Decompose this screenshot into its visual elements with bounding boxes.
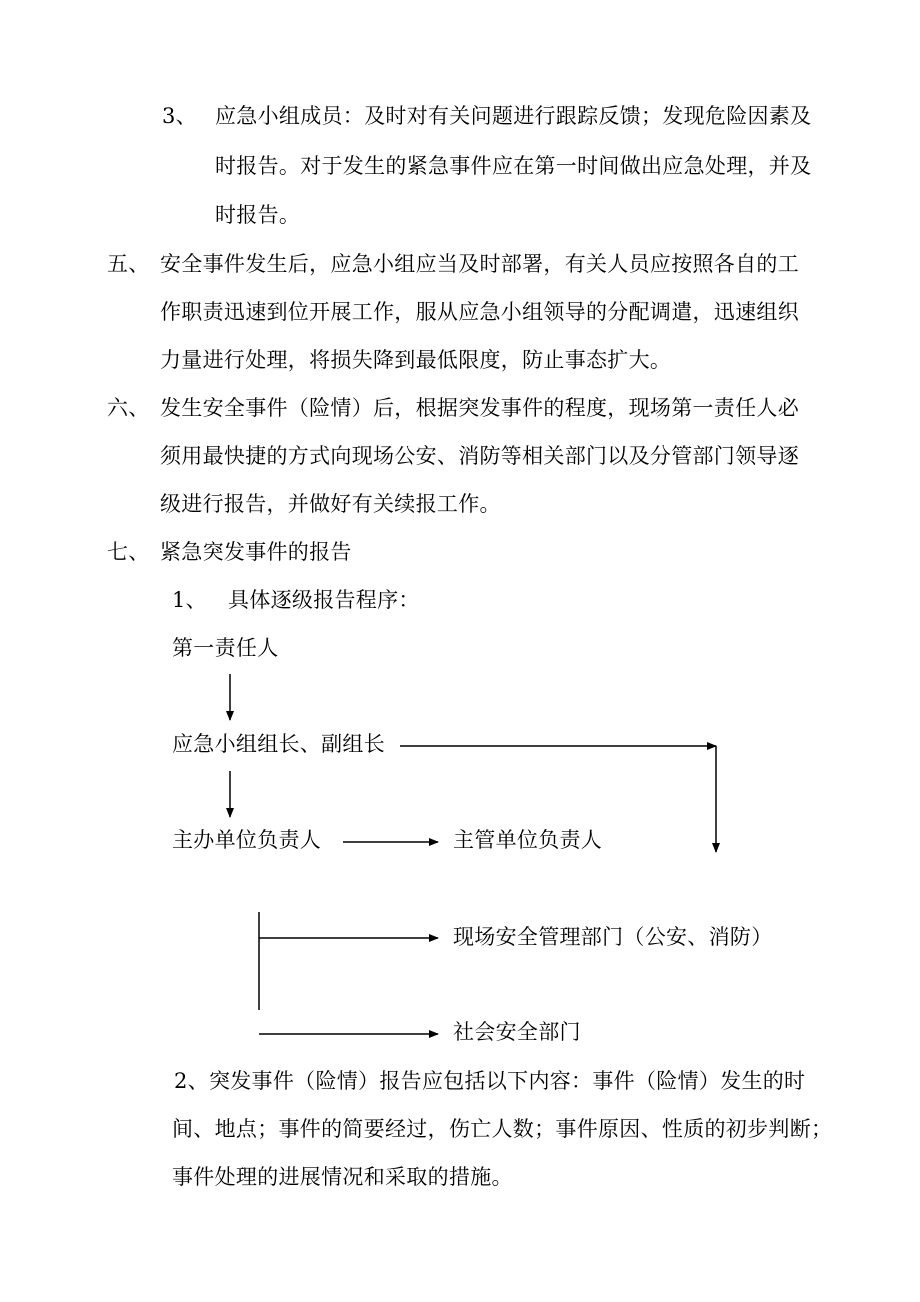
section-5-line-3: 力量进行处理，将损失降到最低限度，防止事态扩大。: [160, 348, 672, 372]
item-3-line-1: 应急小组成员：及时对有关问题进行跟踪反馈；发现危险因素及: [215, 104, 812, 128]
section-6-line-2: 须用最快捷的方式向现场公安、消防等相关部门以及分管部门领导逐: [160, 444, 799, 468]
section-6-number: 六、: [107, 396, 150, 420]
section-5-line-2: 作职责迅速到位开展工作，服从应急小组领导的分配调遣，迅速组织: [160, 300, 799, 324]
flow-node-supervising-unit-head: 主管单位负责人: [453, 828, 603, 852]
section-5-line-1: 安全事件发生后，应急小组应当及时部署，有关人员应按照各自的工: [160, 252, 799, 276]
flow-node-emergency-group-leaders: 应急小组组长、副组长: [172, 732, 385, 756]
sub-item-1-number: 1、: [172, 588, 207, 612]
section-6-line-3: 级进行报告，并做好有关续报工作。: [160, 492, 501, 516]
item-2-line-1: 2、突发事件（险情）报告应包括以下内容：事件（险情）发生的时: [174, 1069, 806, 1093]
item-3-number: 3、: [162, 104, 197, 128]
section-6-line-1: 发生安全事件（险情）后，根据突发事件的程度，现场第一责任人必: [160, 396, 799, 420]
section-7-title: 紧急突发事件的报告: [160, 540, 352, 564]
flow-node-first-responsible-person: 第一责任人: [172, 636, 279, 660]
flow-node-onsite-safety-dept: 现场安全管理部门（公安、消防）: [453, 925, 773, 949]
item-3-line-2: 时报告。对于发生的紧急事件应在第一时间做出应急处理，并及: [215, 154, 812, 178]
item-2-line-3: 事件处理的进展情况和采取的措施。: [172, 1165, 513, 1189]
item-3-line-3: 时报告。: [215, 203, 301, 227]
section-5-number: 五、: [107, 252, 150, 276]
flow-node-social-safety-dept: 社会安全部门: [453, 1020, 581, 1044]
sub-item-1-title: 具体逐级报告程序：: [228, 588, 420, 612]
section-7-number: 七、: [107, 540, 150, 564]
flow-node-host-unit-head: 主办单位负责人: [172, 828, 322, 852]
item-2-line-2: 间、地点；事件的简要经过，伤亡人数；事件原因、性质的初步判断；: [172, 1117, 833, 1141]
